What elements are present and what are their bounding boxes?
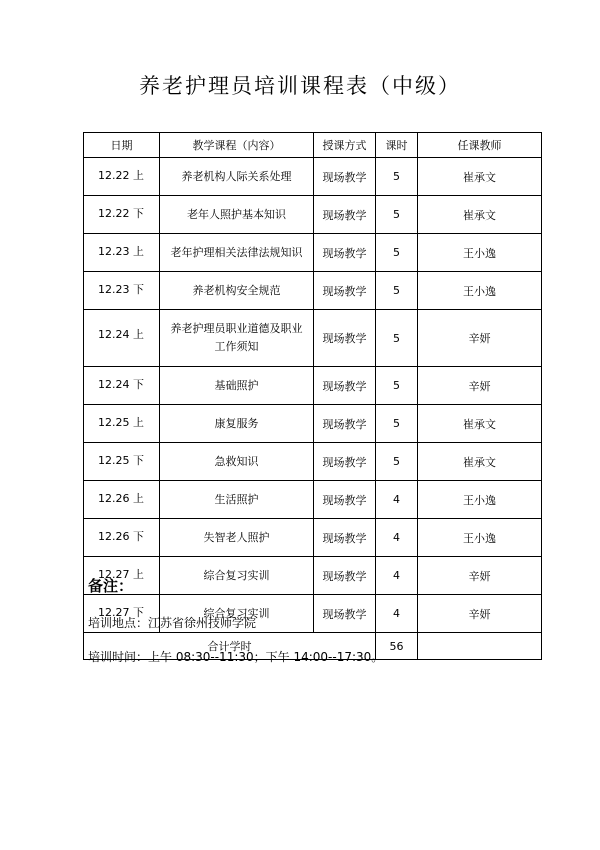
cell-method: 现场教学 [314,310,376,367]
table-row [84,557,542,595]
cell-date: 12.27 上 [84,557,160,595]
cell-course: 综合复习实训 [160,557,314,595]
cell-course: 急救知识 [160,443,314,481]
cell-date: 12.22 下 [84,196,160,234]
cell-method: 现场教学 [314,443,376,481]
cell-method: 现场教学 [314,405,376,443]
table-row [84,443,542,481]
table-row [84,272,542,310]
cell-teacher: 崔承文 [418,196,542,234]
page-title: 养老护理员培训课程表（中级） [139,74,461,98]
total-label: 合计学时 [84,633,376,660]
cell-hours: 5 [376,405,418,443]
cell-hours: 4 [376,557,418,595]
cell-course: 养老护理员职业道德及职业工作须知 [160,310,314,367]
total-value: 56 [376,633,418,660]
cell-date: 12.22 上 [84,158,160,196]
table-row [84,310,542,367]
cell-method: 现场教学 [314,519,376,557]
cell-hours: 4 [376,595,418,633]
cell-teacher: 王小逸 [418,272,542,310]
cell-date: 12.23 下 [84,272,160,310]
training-location: 培训地点：江苏省徐州技师学院 [88,616,257,630]
table-row [84,519,542,557]
cell-course: 养老机构安全规范 [160,272,314,310]
cell-teacher: 崔承文 [418,158,542,196]
cell-teacher: 王小逸 [418,519,542,557]
table-row [84,481,542,519]
table-row [84,234,542,272]
cell-date: 12.25 下 [84,443,160,481]
cell-hours: 5 [376,272,418,310]
cell-hours: 5 [376,443,418,481]
cell-hours: 4 [376,481,418,519]
cell-method: 现场教学 [314,234,376,272]
table-row [84,158,542,196]
cell-teacher: 辛妍 [418,557,542,595]
table-row [84,405,542,443]
cell-date: 12.24 下 [84,367,160,405]
cell-hours: 5 [376,234,418,272]
cell-course: 康复服务 [160,405,314,443]
cell-course: 基础照护 [160,367,314,405]
cell-teacher: 王小逸 [418,481,542,519]
cell-method: 现场教学 [314,481,376,519]
total-empty-cell [418,633,542,660]
cell-course: 老年护理相关法律法规知识 [160,234,314,272]
notes-heading: 备注： [88,577,134,595]
cell-teacher: 辛妍 [418,367,542,405]
cell-course: 养老机构人际关系处理 [160,158,314,196]
cell-teacher: 王小逸 [418,234,542,272]
cell-method: 现场教学 [314,158,376,196]
table-header-row [84,133,542,158]
cell-hours: 5 [376,158,418,196]
cell-method: 现场教学 [314,272,376,310]
cell-date: 12.23 上 [84,234,160,272]
header-hours: 课时 [376,133,418,158]
cell-method: 现场教学 [314,557,376,595]
header-method: 授课方式 [314,133,376,158]
cell-hours: 5 [376,196,418,234]
header-course: 教学课程（内容） [160,133,314,158]
cell-teacher: 崔承文 [418,443,542,481]
header-teacher: 任课教师 [418,133,542,158]
cell-hours: 5 [376,367,418,405]
cell-date: 12.24 上 [84,310,160,367]
cell-teacher: 辛妍 [418,310,542,367]
cell-course: 失智老人照护 [160,519,314,557]
cell-method: 现场教学 [314,196,376,234]
cell-hours: 5 [376,310,418,367]
cell-date: 12.26 下 [84,519,160,557]
training-time: 培训时间：上午 08:30--11:30；下午 14:00--17:30。 [88,650,384,664]
cell-date: 12.27 下 [84,595,160,633]
cell-course: 生活照护 [160,481,314,519]
course-schedule-table [83,132,542,660]
cell-course: 综合复习实训 [160,595,314,633]
cell-date: 12.26 上 [84,481,160,519]
header-date: 日期 [84,133,160,158]
cell-hours: 4 [376,519,418,557]
cell-date: 12.25 上 [84,405,160,443]
cell-method: 现场教学 [314,595,376,633]
cell-course: 老年人照护基本知识 [160,196,314,234]
cell-method: 现场教学 [314,367,376,405]
table-row [84,196,542,234]
cell-teacher: 辛妍 [418,595,542,633]
table-row [84,367,542,405]
cell-teacher: 崔承文 [418,405,542,443]
